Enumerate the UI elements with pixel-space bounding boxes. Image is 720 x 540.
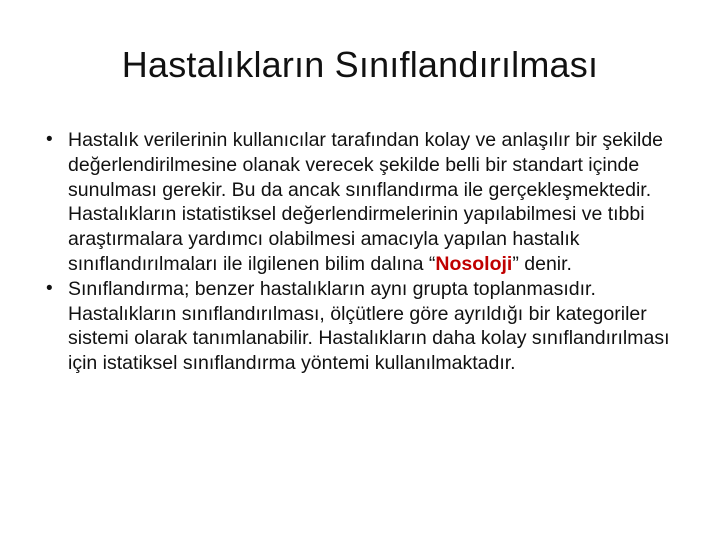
bullet-text-before: Hastalık verilerinin kullanıcılar tarafından kolay ve anlaşılır bir şekilde değerlendirilmesine olanak verecek şekilde belli bir standart içinde sunulması gerekir. Bu da ancak sınıflandırma ile gerçekleşmektedir. Hastalıkların istatistiksel değerlendirmelerinin yapılabilmesi ve tıbbi araştırmalara yardımcı olabilmesi amacıyla yapılan hastalık sınıflandırılmaları ile ilgilenen bilim dalına “ [68, 129, 664, 275]
bullet-item-nosoloji [46, 128, 686, 277]
bullet-dot-icon: • [46, 277, 53, 299]
bullet-text-after: ” denir. [512, 252, 572, 275]
bullet-list [46, 128, 686, 376]
bullet-text: Sınıflandırma; benzer hastalıkların aynı grupta toplanmasıdır. Hastalıkların sınıflandırılması, ölçütlere göre ayrıldığı bir kategoriler sistemi olarak tanımlanabilir. Hastalıkların daha kolay sınıflandırılması için istatiksel sınıflandırma yöntemi kullanılmaktadır. [68, 277, 670, 375]
bullet-item-siniflandirma [46, 277, 686, 376]
slide-title: Hastalıkların Sınıflandırılması [121, 44, 599, 85]
bullet-dot-icon: • [46, 129, 53, 150]
nosoloji-highlight: Nosoloji [435, 252, 513, 275]
